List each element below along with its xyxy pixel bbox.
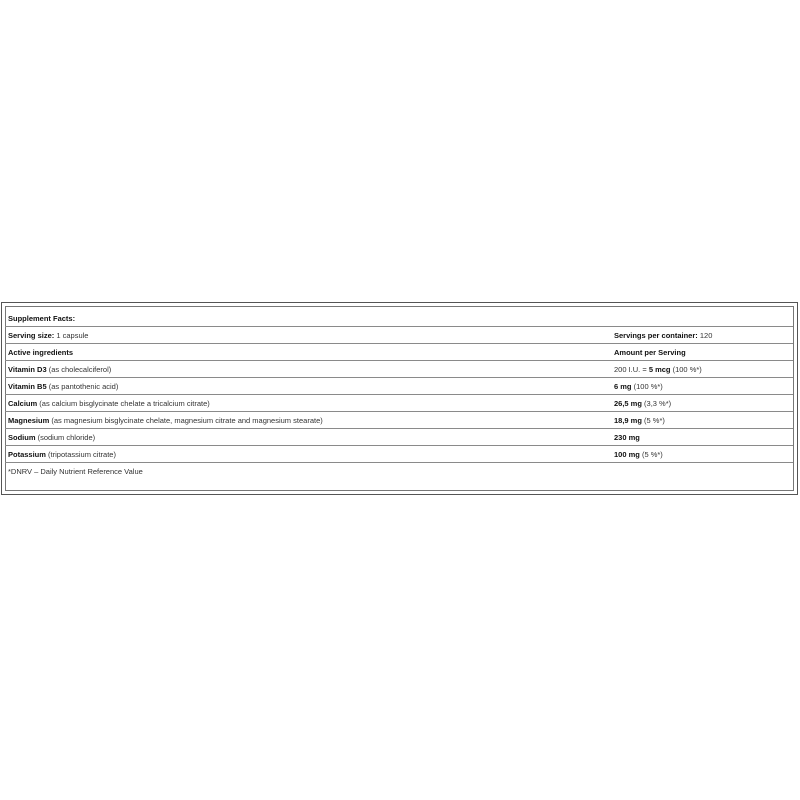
ingredient-detail: (as pantothenic acid) [48, 382, 119, 391]
ingredient-row-calcium [5, 395, 793, 412]
ingredient-detail: (sodium chloride) [37, 433, 96, 442]
servings-per-container-value: 120 [699, 331, 713, 340]
serving-row [5, 327, 793, 344]
ingredient-amount: 230 mg [614, 433, 640, 442]
serving-size-value: 1 capsule [56, 331, 89, 340]
ingredient-dnrv: (5 %*) [644, 416, 665, 425]
footnote-row [5, 463, 793, 480]
ingredient-dnrv: (100 %*) [672, 365, 702, 374]
servings-per-container-label: Servings per container: [614, 331, 698, 340]
ingredient-detail: (as calcium bisglycinate chelate a tricalcium citrate) [39, 399, 210, 408]
footnote: *DNRV – Daily Nutrient Reference Value [8, 467, 143, 476]
ingredient-dnrv: (3,3 %*) [644, 399, 672, 408]
amount-prefix: 200 I.U. = [614, 365, 649, 374]
header-row [5, 344, 793, 361]
ingredient-amount: 6 mg [614, 382, 632, 391]
ingredient-detail: (tripotassium citrate) [48, 450, 116, 459]
ingredient-dnrv: (5 %*) [641, 450, 663, 459]
ingredient-detail: (as cholecalciferol) [48, 365, 112, 374]
ingredient-name: Vitamin D3 [8, 365, 47, 374]
ingredient-row-vitamin-b5 [5, 378, 793, 395]
ingredient-amount: 100 mg [614, 450, 640, 459]
ingredient-name: Sodium [8, 433, 36, 442]
ingredient-name: Calcium [8, 399, 38, 408]
ingredient-detail: (as magnesium bisglycinate chelate, magnesium citrate and magnesium stearate) [51, 416, 323, 425]
ingredient-name: Vitamin B5 [8, 382, 47, 391]
ingredient-row-sodium [5, 429, 793, 446]
ingredient-amount: 18,9 mg [614, 416, 642, 425]
serving-size-label: Serving size: [8, 331, 55, 340]
table-title: Supplement Facts: [8, 314, 76, 323]
ingredient-row-magnesium [5, 412, 793, 429]
amount-header: Amount per Serving [614, 348, 686, 357]
ingredient-dnrv: (100 %*) [633, 382, 663, 391]
ingredient-amount: 5 mcg [648, 365, 671, 374]
ingredients-header: Active ingredients [8, 348, 74, 357]
supplement-facts-panel [1, 302, 798, 495]
ingredient-name: Potassium [8, 450, 46, 459]
ingredient-name: Magnesium [8, 416, 50, 425]
ingredient-amount: 26,5 mg [614, 399, 642, 408]
ingredient-row-vitamin-d3 [5, 361, 793, 378]
title-row [5, 310, 793, 327]
ingredient-row-potassium [5, 446, 793, 463]
